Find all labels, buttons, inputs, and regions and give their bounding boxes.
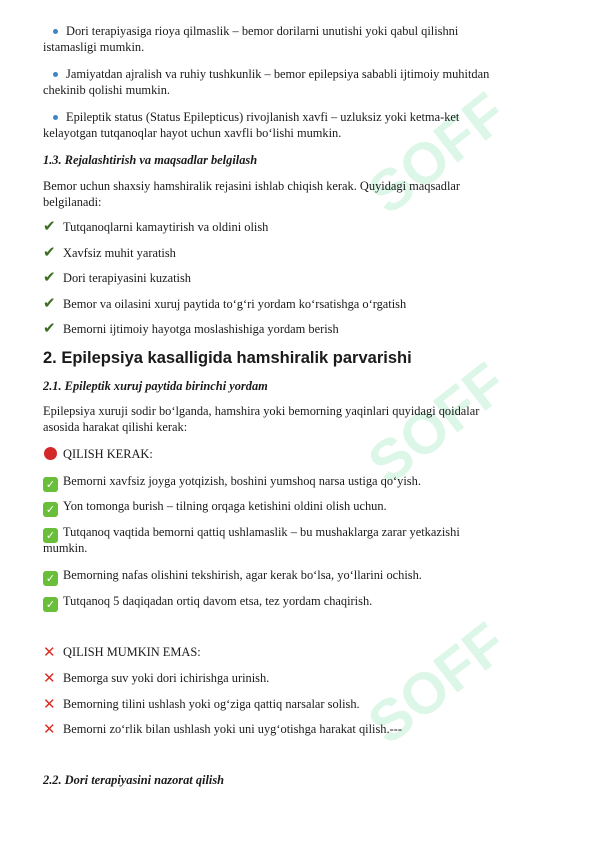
goal-item: ✔ Tutqanoqlarni kamaytirish va oldini olish — [43, 219, 269, 235]
do-item: ✓ Bemorning nafas olishini tekshirish, agar kerak bo‘lsa, yo‘llarini ochish. — [43, 568, 422, 586]
bullet-item-cont: chekinib qolishi mumkin. — [43, 83, 170, 97]
bullet-item: Epileptik status (Status Epilepticus) rivojlanish xavfi – uzluksiz yoki ketma-ket — [43, 110, 459, 125]
green-check-box-icon: ✓ — [43, 571, 58, 586]
red-cross-icon: ✕ — [43, 643, 56, 661]
green-check-box-icon: ✓ — [43, 597, 58, 612]
bullet-icon — [53, 115, 58, 120]
goal-item: ✔ Dori terapiyasini kuzatish — [43, 270, 192, 286]
watermark-logo: SOFF — [356, 610, 519, 757]
do-item: ✓ Bemorni xavfsiz joyga yotqizish, boshini yumshoq narsa ustiga qo‘yish. — [43, 474, 421, 492]
dont-item: ✕ Bemorning tilini ushlash yoki og‘ziga qattiq narsalar solish. — [43, 695, 360, 713]
bullet-item: Dori terapiyasiga rioya qilmaslik – bemor dorilarni unutishi yoki qabul qilishni — [43, 24, 458, 39]
check-icon: ✔ — [43, 296, 56, 312]
red-cross-icon: ✕ — [43, 720, 56, 738]
watermark-logo: SOFF — [356, 80, 519, 227]
check-icon: ✔ — [43, 245, 56, 261]
section-heading: 2.2. Dori terapiyasini nazorat qilish — [43, 773, 225, 787]
section-heading: 2.1. Epileptik xuruj paytida birinchi yordam — [43, 379, 268, 393]
do-title: QILISH KERAK: — [43, 447, 153, 462]
bullet-item-cont: istamasligi mumkin. — [43, 40, 145, 54]
paragraph: belgilanadi: — [43, 195, 102, 209]
watermark-logo: SOFF — [356, 350, 519, 497]
dont-title: ✕ QILISH MUMKIN EMAS: — [43, 643, 201, 661]
paragraph: Epilepsiya xuruji sodir bo‘lganda, hamshira yoki bemorning yaqinlari quyidagi qoidalar — [43, 404, 480, 418]
goal-item: ✔ Bemor va oilasini xuruj paytida to‘g‘ri yordam ko‘rsatishga o‘rgatish — [43, 296, 407, 312]
do-item: ✓ Tutqanoq vaqtida bemorni qattiq ushlamaslik – bu mushaklarga zarar yetkazishi — [43, 525, 460, 543]
section-heading: 1.3. Rejalashtirish va maqsadlar belgilash — [43, 153, 258, 167]
paragraph: asosida harakat qilishi kerak: — [43, 420, 188, 434]
dont-item: ✕ Bemorni zo‘rlik bilan ushlash yoki uni uyg‘otishga harakat qilish.--- — [43, 720, 402, 738]
do-item: ✓ Yon tomonga burish – tilning orqaga ketishini oldini olish uchun. — [43, 499, 387, 517]
goal-item: ✔ Bemorni ijtimoiy hayotga moslashishiga yordam berish — [43, 321, 339, 337]
bullet-item-cont: kelayotgan tutqanoqlar hayot uchun xavfli bo‘lishi mumkin. — [43, 126, 342, 140]
green-check-box-icon: ✓ — [43, 502, 58, 517]
red-cross-icon: ✕ — [43, 669, 56, 687]
check-icon: ✔ — [43, 219, 56, 235]
paragraph: Bemor uchun shaxsiy hamshiralik rejasini ishlab chiqish kerak. Quyidagi maqsadlar — [43, 179, 461, 193]
bullet-icon — [53, 72, 58, 77]
bullet-icon — [53, 29, 58, 34]
bullet-item: Jamiyatdan ajralish va ruhiy tushkunlik – bemor epilepsiya sababli ijtimoiy muhitdan — [43, 67, 489, 82]
check-icon: ✔ — [43, 270, 56, 286]
dont-item: ✕ Bemorga suv yoki dori ichirishga urinish. — [43, 669, 270, 687]
red-cross-icon: ✕ — [43, 695, 56, 713]
green-check-box-icon: ✓ — [43, 477, 58, 492]
red-circle-icon — [44, 447, 57, 460]
do-item: ✓ Tutqanoq 5 daqiqadan ortiq davom etsa, tez yordam chaqirish. — [43, 594, 372, 612]
do-item-cont: mumkin. — [43, 541, 88, 555]
green-check-box-icon: ✓ — [43, 528, 58, 543]
chapter-heading: 2. Epilepsiya kasalligida hamshiralik parvarishi — [43, 349, 412, 367]
goal-item: ✔ Xavfsiz muhit yaratish — [43, 245, 176, 261]
check-icon: ✔ — [43, 321, 56, 337]
